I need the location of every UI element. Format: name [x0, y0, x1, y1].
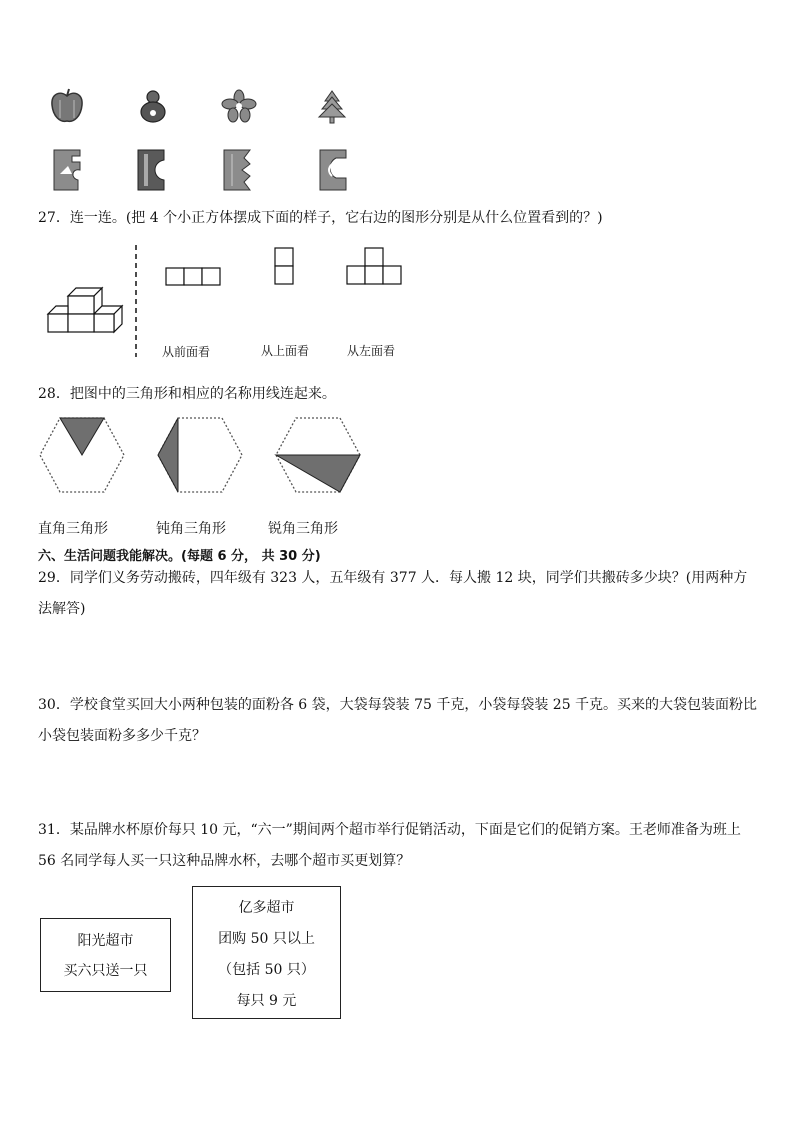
dashed-divider — [134, 245, 138, 357]
question-29-text: 29．同学们义务劳动搬砖，四年级有 323 人，五年级有 377 人．每人搬 12 块，同学们共搬砖多少块？(用两种方法解答) — [38, 570, 748, 617]
store-a-offer: 买六只送一只 — [63, 963, 148, 979]
view-label-top: 从上面看 — [261, 344, 310, 358]
triangle-name-obtuse: 钝角三角形 — [156, 521, 226, 537]
hexagon-right-triangle-figure — [38, 416, 126, 494]
question-28-text: 28．把图中的三角形和相应的名称用线连起来。 — [38, 386, 336, 402]
hexagon-acute-triangle-figure — [274, 416, 362, 494]
gourd-icon — [138, 88, 168, 124]
section-6-title: 六、生活问题我能解决。(每题 6 分， 共 30 分) — [38, 549, 321, 564]
view-label-left: 从左面看 — [347, 344, 396, 358]
store-a-name: 阳光超市 — [77, 933, 134, 949]
folded-paper-4-icon — [318, 148, 350, 192]
view-left-figure — [346, 247, 402, 285]
folded-paper-2-icon — [136, 148, 168, 192]
store-b-name: 亿多超市 — [238, 900, 295, 916]
hexagon-obtuse-triangle-figure — [156, 416, 244, 494]
view-top-figure — [274, 247, 294, 285]
apple-icon — [50, 88, 84, 124]
store-b-line1: 团购 50 只以上 — [218, 931, 315, 947]
flower-icon — [222, 90, 256, 122]
triangle-name-acute: 锐角三角形 — [268, 521, 338, 537]
view-front-figure — [165, 267, 221, 286]
cube-stack-figure — [44, 286, 124, 342]
question-30-text: 30．学校食堂买回大小两种包装的面粉各 6 袋，大袋每袋装 75 千克，小袋每袋装 25 千克。买来的大袋包装面粉比小袋包装面粉多多少千克？ — [38, 697, 758, 744]
folded-paper-1-icon — [52, 148, 84, 192]
triangle-name-right: 直角三角形 — [38, 521, 108, 537]
store-b-line3: 每只 9 元 — [236, 993, 297, 1009]
tree-icon — [316, 90, 348, 124]
store-b-line2: （包括 50 只） — [218, 962, 315, 978]
question-31-text: 31．某品牌水杯原价每只 10 元，“六一”期间两个超市举行促销活动，下面是它们的促销方案。王老师准备为班上 56 名同学每人买一只这种品牌水杯，去哪个超市买更划算？ — [38, 822, 741, 869]
view-label-front: 从前面看 — [162, 345, 211, 359]
question-27-text: 27．连一连。(把 4 个小正方体摆成下面的样子，它右边的图形分别是从什么位置看到的？) — [38, 210, 603, 226]
folded-paper-3-icon — [222, 148, 254, 192]
